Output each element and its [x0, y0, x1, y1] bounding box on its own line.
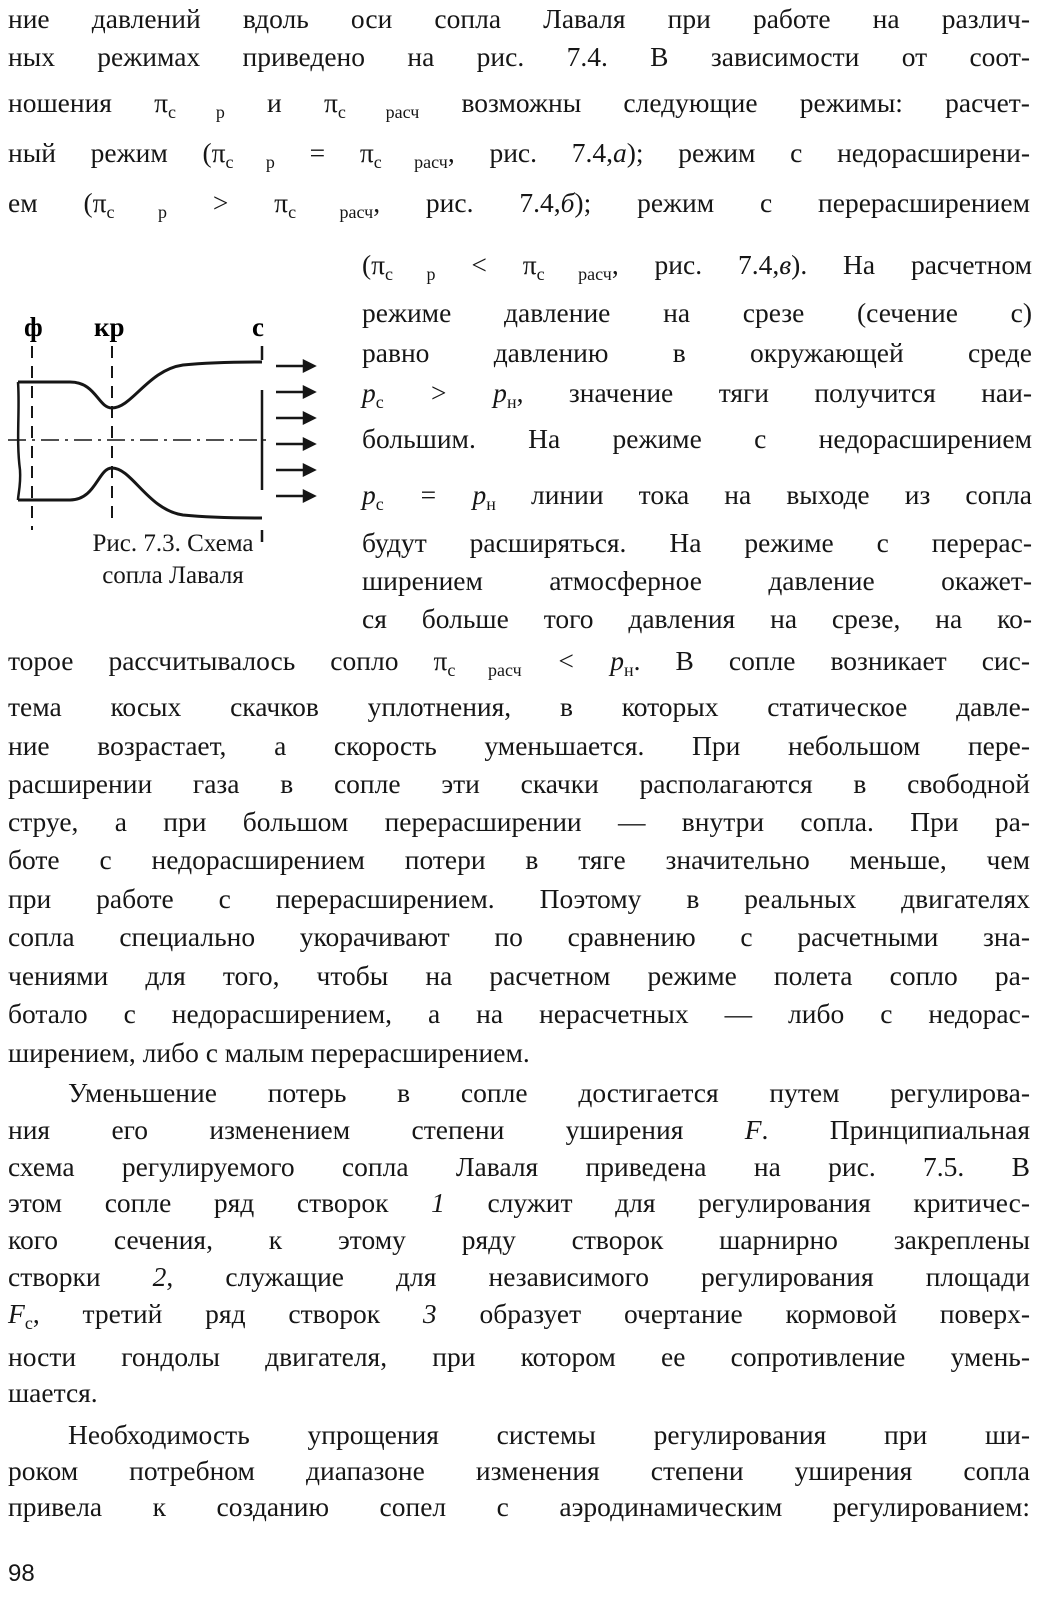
nozzle-upper-wall — [18, 362, 262, 408]
text-line: роком потребном диапазоне изменения степени уширения сопла — [8, 1455, 1030, 1486]
text-line: схема регулируемого сопла Лаваля приведена на рис. 7.5. В — [8, 1151, 1030, 1182]
text-line: $F_с$, третий ряд створок 3 образует очертание кормовой поверх- — [8, 1298, 1030, 1333]
text-line: при работе с перерасширением. Поэтому в реальных двигателях — [8, 883, 1030, 914]
text-line: ем ($\pi_{с р} > \pi_{с расч}$, рис. 7.4,б); режим с перерасширением — [8, 187, 1030, 222]
text-line: сопла специально укорачивают по сравнению с расчетными зна- — [8, 921, 1030, 952]
text-line: кого сечения, к этому ряду створок шарнирно закреплены — [8, 1224, 1030, 1255]
text-line: равно давлению в окружающей среде — [362, 337, 1032, 368]
text-line: струе, а при большом перерасширении — внутри сопла. При ра- — [8, 806, 1030, 837]
text-line: ных режимах приведено на рис. 7.4. В зависимости от соот- — [8, 41, 1030, 72]
nozzle-inlet-edge — [18, 382, 20, 500]
text-line: ширением атмосферное давление окажет- — [362, 565, 1032, 596]
text-line: тема косых скачков уплотнения, в которых статическое давле- — [8, 691, 1030, 722]
text-line: привела к созданию сопел с аэродинамическим регулированием: — [8, 1491, 1030, 1522]
text-line: ный режим ($\pi_{с р} = \pi_{с расч}$, рис. 7.4,а); режим с недорасширени- — [8, 137, 1030, 172]
text-line: ношения $\pi_{с р}$ и $\pi_{с расч}$ возможны следующие режимы: расчет- — [8, 87, 1030, 122]
exit-label: с — [252, 312, 264, 342]
text-line: ности гондолы двигателя, при котором ее сопротивление умень- — [8, 1341, 1030, 1372]
page-number: 98 — [8, 1560, 35, 1587]
text-line: ширением, либо с малым перерасширением. — [8, 1037, 530, 1068]
text-line: большим. На режиме с недорасширением — [362, 423, 1032, 454]
text-line: чениями для того, чтобы на расчетном режиме полета сопло ра- — [8, 960, 1030, 991]
text-line: шается. — [8, 1377, 98, 1408]
text-line: режиме давление на срезе (сечение с) — [362, 297, 1032, 328]
text-line: Уменьшение потерь в сопле достигается путем регулирова- — [68, 1077, 1030, 1108]
inlet-label: ф — [24, 312, 43, 342]
figure-caption-line: Рис. 7.3. Схема — [92, 530, 254, 557]
text-line: боте с недорасширением потери в тяге значительно меньше, чем — [8, 844, 1030, 875]
text-line: торое рассчитывалось сопло $\pi_{с расч} < p_н$. В сопле возникает сис- — [8, 645, 1030, 680]
text-line: $p_с > p_н$, значение тяги получится наи- — [362, 377, 1032, 412]
text-line: ($\pi_{с р} < \pi_{с расч}$, рис. 7.4,в). На расчетном — [362, 249, 1032, 284]
figure-caption-line: сопла Лаваля — [102, 562, 244, 589]
text-line: ние давлений вдоль оси сопла Лаваля при работе на различ- — [8, 3, 1030, 34]
text-line: ния его изменением степени уширения F. Принципиальная — [8, 1114, 1030, 1145]
text-line: будут расширяться. На режиме с перерас- — [362, 527, 1032, 558]
throat-label: кр — [94, 312, 125, 342]
text-line: ся больше того давления на срезе, на ко- — [362, 603, 1032, 634]
nozzle-lower-wall — [18, 468, 262, 518]
text-line: $p_с = p_н$ линии тока на выходе из сопла — [362, 479, 1032, 514]
text-line: расширении газа в сопле эти скачки располагаются в свободной — [8, 768, 1030, 799]
text-line: ботало с недорасширением, а на нерасчетных — либо с недорас- — [8, 998, 1030, 1029]
text-line: этом сопле ряд створок 1 служит для регулирования критичес- — [8, 1187, 1030, 1218]
exhaust-flow-arrows — [276, 361, 314, 501]
text-line: Необходимость упрощения системы регулирования при ши- — [68, 1419, 1030, 1450]
text-line: ние возрастает, а скорость уменьшается. При небольшом пере- — [8, 730, 1030, 761]
figure-caption — [8, 528, 338, 592]
text-line: створки 2, служащие для независимого регулирования площади — [8, 1261, 1030, 1292]
